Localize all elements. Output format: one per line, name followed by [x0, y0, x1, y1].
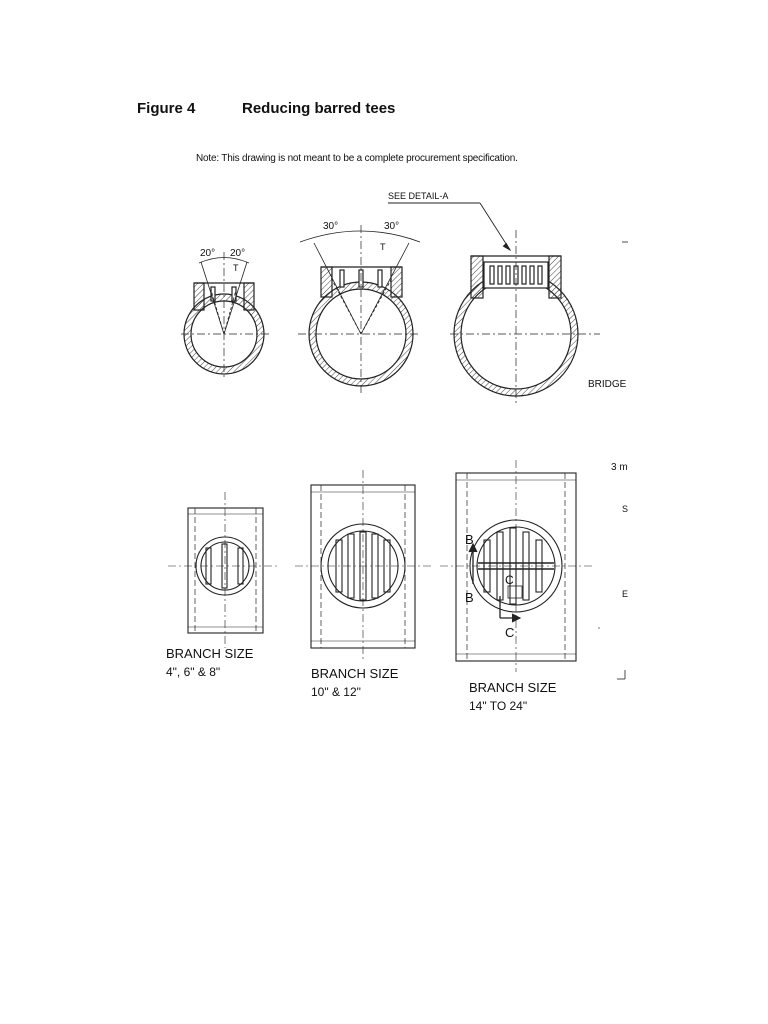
section-mark-c-bottom: C	[505, 625, 515, 640]
large-tee-plan-view	[440, 460, 592, 672]
medium-tee-section-view	[298, 225, 420, 395]
branch-size-range-small: 4", 6" & 8"	[166, 665, 221, 679]
edge-label-e: E	[622, 589, 629, 599]
section-mark-c-top: C	[505, 573, 514, 587]
small-thickness-label: T	[233, 263, 239, 273]
branch-size-caption-small: BRANCH SIZE	[166, 646, 254, 661]
bridge-edge-label: BRIDGE	[588, 379, 627, 390]
small-tee-plan-view	[168, 492, 280, 648]
detail-a-leader	[388, 203, 510, 250]
figure-label: Figure 4	[137, 100, 196, 117]
medium-left-angle-label: 30°	[323, 221, 339, 232]
large-tee-section-view	[450, 230, 600, 405]
branch-size-caption-large: BRANCH SIZE	[469, 680, 557, 695]
small-left-angle-label: 20°	[200, 248, 216, 259]
procurement-note: Note: This drawing is not meant to be a complete procurement specification.	[196, 153, 518, 164]
branch-size-range-medium: 10" & 12"	[311, 685, 361, 699]
medium-tee-plan-view	[295, 470, 432, 662]
small-right-angle-label: 20°	[230, 248, 246, 259]
figure-title: Reducing barred tees	[242, 100, 396, 117]
small-tee-section-view	[181, 252, 270, 380]
medium-right-angle-label: 30°	[384, 221, 400, 232]
edge-label-s: S	[622, 504, 629, 514]
branch-size-caption-medium: BRANCH SIZE	[311, 666, 399, 681]
detail-a-callout: SEE DETAIL-A	[388, 191, 449, 201]
section-mark-b-bottom: B	[465, 590, 474, 605]
branch-size-range-large: 14" TO 24"	[469, 699, 528, 713]
medium-thickness-label: T	[380, 242, 386, 252]
edge-label-3m: 3 m	[611, 462, 628, 473]
section-mark-b-top: B	[465, 532, 474, 547]
